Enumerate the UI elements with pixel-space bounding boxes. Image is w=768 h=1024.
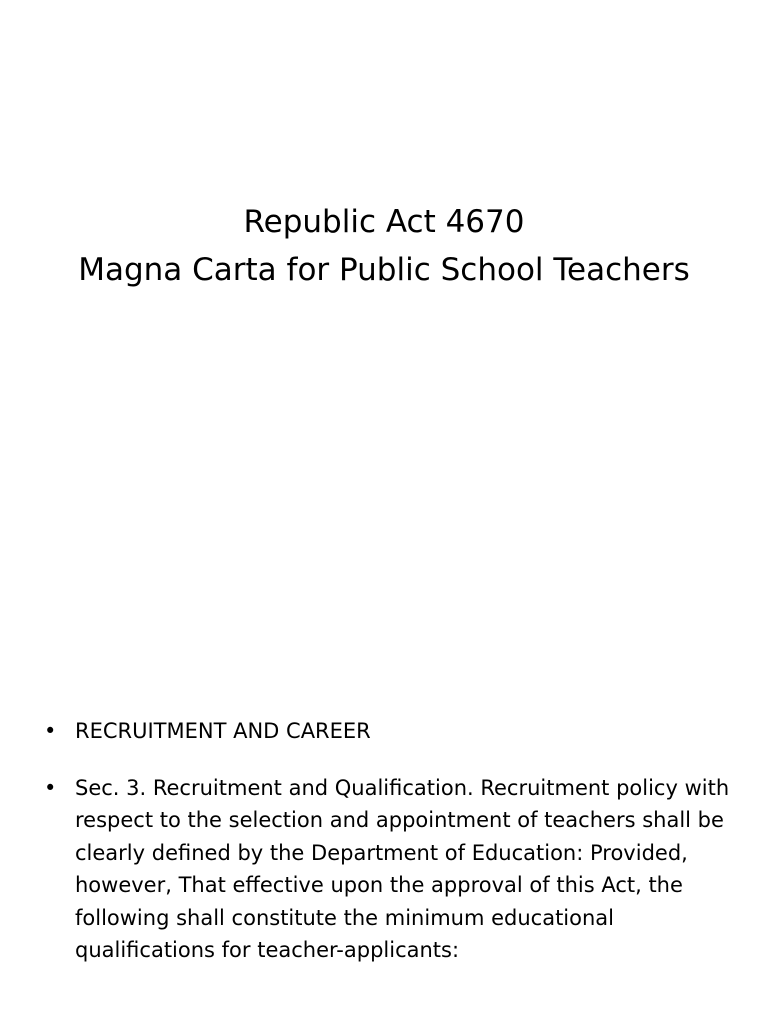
bullet-dot-icon: •	[44, 719, 57, 743]
bullet-text: RECRUITMENT AND CAREER	[75, 719, 371, 743]
bullet-dot-icon: •	[44, 775, 57, 800]
bullet-text: Sec. 3. Recruitment and Qualification. Recruitment policy with respect to the selection and appointment of teachers shall be clearly defined by the Department of Education: Provided, however, That effective upon the approval of this Act, the following shall constitute the minimum educational qualifications for teacher-applicants:	[75, 775, 730, 962]
title-line-act-name: Magna Carta for Public School Teachers	[78, 252, 690, 288]
slide-title	[0, 198, 768, 294]
bullet-item-section-heading	[44, 715, 734, 748]
bullet-list	[44, 715, 734, 967]
bullet-item-sec3	[44, 772, 734, 967]
title-line-act-number: Republic Act 4670	[243, 204, 525, 240]
